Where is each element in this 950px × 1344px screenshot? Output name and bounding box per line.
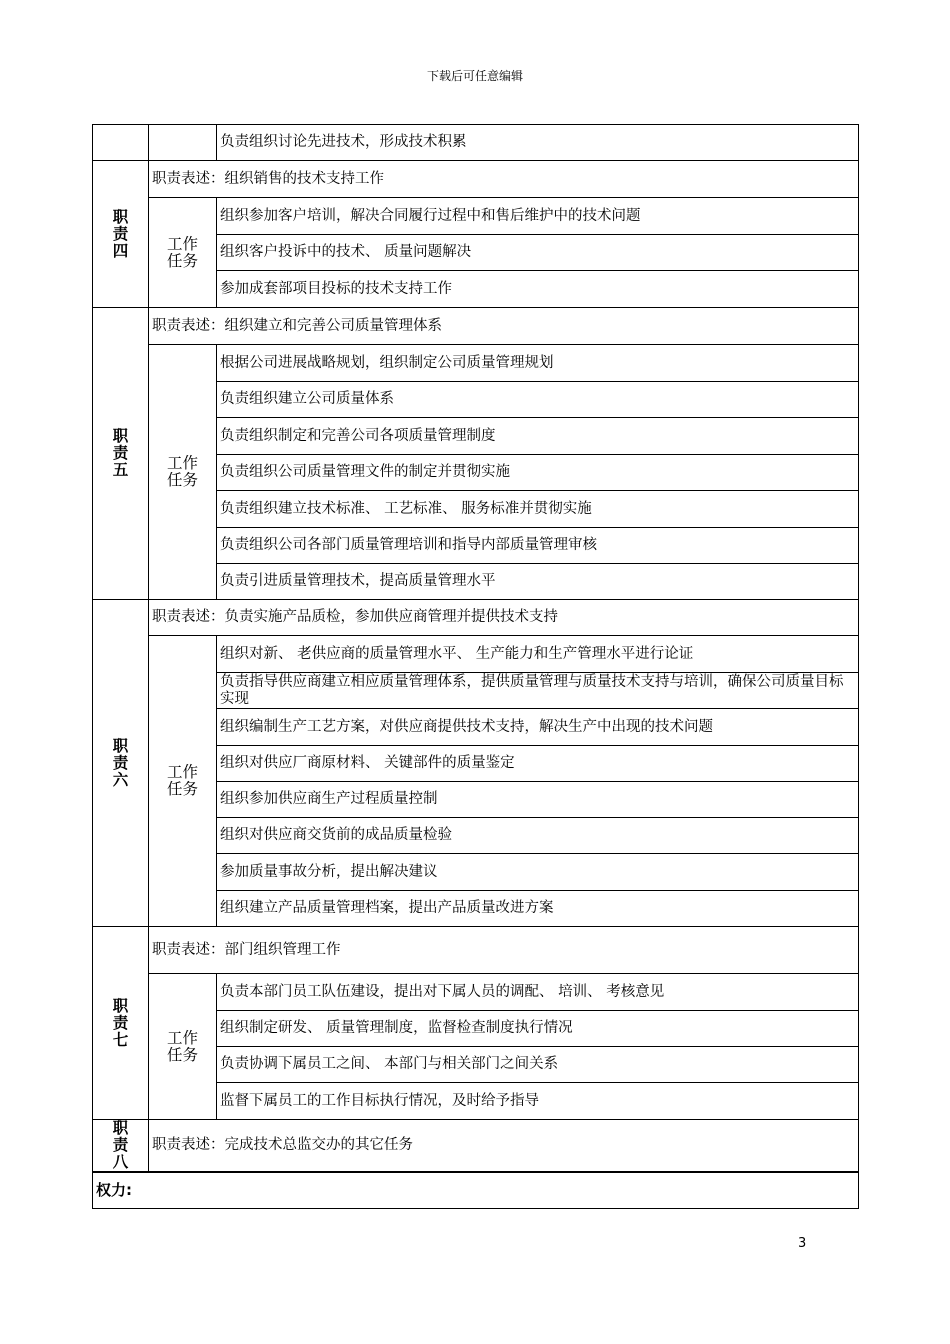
task-item: 负责组织公司质量管理文件的制定并贯彻实施 [217, 455, 859, 491]
task-item: 负责组织建立公司质量体系 [217, 382, 859, 418]
page-number: 3 [798, 1236, 807, 1251]
task-item: 参加成套部项目投标的技术支持工作 [217, 271, 859, 308]
duty-label: 职 责 四 [93, 161, 149, 308]
work-task-label: 工作 任务 [149, 974, 217, 1120]
duty-description-row [93, 161, 859, 198]
task-item: 组织客户投诉中的技术、 质量问题解决 [217, 235, 859, 271]
duty-description: 职责表述：组织建立和完善公司质量管理体系 [149, 308, 859, 345]
duty-table [92, 124, 859, 1209]
task-row [93, 974, 859, 1011]
duty-label: 职 责 七 [93, 927, 149, 1120]
task-item: 组织参加供应商生产过程质量控制 [217, 782, 859, 818]
task-item: 负责引进质量管理技术，提高质量管理水平 [217, 564, 859, 600]
duty-description-row [93, 1120, 859, 1173]
duty-description: 职责表述：部门组织管理工作 [149, 927, 859, 974]
work-task-label: 工作 任务 [149, 636, 217, 927]
duty-label: 职 责 六 [93, 600, 149, 927]
task-item: 负责组织建立技术标准、 工艺标准、 服务标准并贯彻实施 [217, 491, 859, 528]
task-item: 组织建立产品质量管理档案，提出产品质量改进方案 [217, 891, 859, 927]
duty-description-row [93, 927, 859, 974]
task-item: 负责组织公司各部门质量管理培训和指导内部质量管理审核 [217, 528, 859, 564]
duty-description-row [93, 308, 859, 345]
power-row [93, 1172, 859, 1208]
duty-label: 职 责 五 [93, 308, 149, 600]
task-item: 组织参加客户培训，解决合同履行过程中和售后维护中的技术问题 [217, 198, 859, 235]
task-item: 参加质量事故分析，提出解决建议 [217, 854, 859, 891]
task-item: 根据公司进展战略规划，组织制定公司质量管理规划 [217, 345, 859, 382]
page-header: 下载后可任意编辑 [426, 69, 523, 83]
duty-label: 职 责 八 [93, 1120, 149, 1173]
duty-description: 职责表述：组织销售的技术支持工作 [149, 161, 859, 198]
power-label: 权力: [93, 1172, 859, 1208]
task-item: 组织对新、 老供应商的质量管理水平、 生产能力和生产管理水平进行论证 [217, 636, 859, 673]
task-item: 组织编制生产工艺方案，对供应商提供技术支持，解决生产中出现的技术问题 [217, 709, 859, 746]
task-item: 负责组织讨论先进技术，形成技术积累 [217, 125, 859, 161]
task-item: 负责指导供应商建立相应质量管理体系，提供质量管理与质量技术支持与培训，确保公司质量目标实现 [217, 673, 859, 709]
duty-description: 职责表述：负责实施产品质检，参加供应商管理并提供技术支持 [149, 600, 859, 636]
task-item: 负责本部门员工队伍建设，提出对下属人员的调配、 培训、 考核意见 [217, 974, 859, 1011]
task-item: 监督下属员工的工作目标执行情况，及时给予指导 [217, 1083, 859, 1120]
task-row [93, 198, 859, 235]
task-row [93, 345, 859, 382]
task-item: 负责组织制定和完善公司各项质量管理制度 [217, 418, 859, 455]
duty-description-row [93, 600, 859, 636]
duty-label-cell [93, 125, 149, 161]
task-label-cell [149, 125, 217, 161]
duty-description: 职责表述：完成技术总监交办的其它任务 [149, 1120, 859, 1173]
task-item: 组织对供应厂商原材料、 关键部件的质量鉴定 [217, 746, 859, 782]
task-item: 组织制定研发、 质量管理制度，监督检查制度执行情况 [217, 1011, 859, 1047]
work-task-label: 工作 任务 [149, 198, 217, 308]
task-item: 组织对供应商交货前的成品质量检验 [217, 818, 859, 854]
task-row [93, 636, 859, 673]
work-task-label: 工作 任务 [149, 345, 217, 600]
task-item: 负责协调下属员工之间、 本部门与相关部门之间关系 [217, 1047, 859, 1083]
table-row [93, 125, 859, 161]
